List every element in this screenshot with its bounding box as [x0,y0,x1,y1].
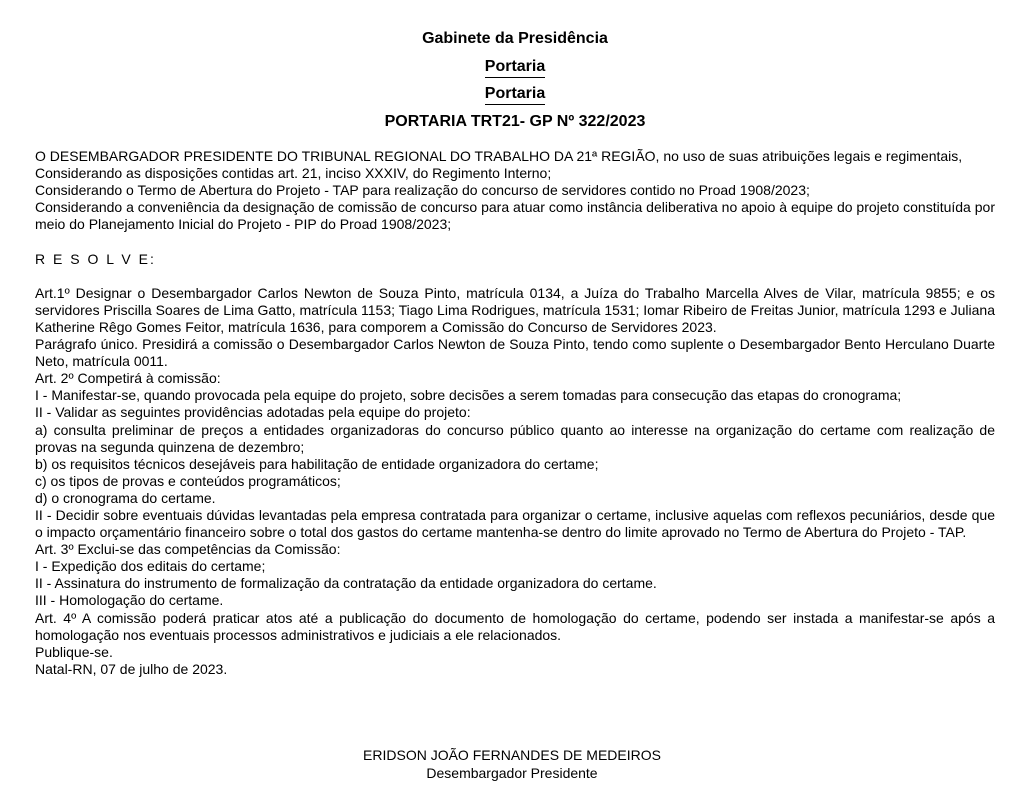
document-header [0,27,1017,137]
article-paragraph: III - Homologação do certame. [35,592,224,609]
resolve-heading: R E S O L V E: [35,250,156,267]
signer-name: ERIDSON JOÃO FERNANDES DE MEDEIROS [363,747,661,763]
closing-publique: Publique-se. [35,643,113,660]
article-paragraph: Art. 2º Competirá à comissão: [35,370,221,387]
article-paragraph: Art. 3º Exclui-se das competências da Comissão: [35,541,341,558]
article-paragraph: I - Expedição dos editais do certame; [35,558,266,575]
section-heading: Portaria [0,55,1017,83]
document-body [35,148,995,678]
subsection-heading: Portaria [0,82,1017,110]
article-paragraph: d) o cronograma do certame. [35,489,216,506]
spacer [35,268,995,285]
article-paragraph: Art.1º Designar o Desembargador Carlos Newton de Souza Pinto, matrícula 0134, a Juíza do Trabalho Marcella Alves de Vilar, matrícula 9855; e os servidores Priscilla Soares de Lima Gatto, matrícula 1153; Tiago Lima Rodrigues, matrícula 1531; Iomar Ribeiro de Freitas Junior, matrícula 1293 e Juliana Katherine Rêgo Gomes Feitor, matrícula 1636, para comporem a Comissão do Concurso de Servidores 2023. [35,284,995,335]
signature-block [0,747,1017,782]
article-paragraph: I - Manifestar-se, quando provocada pela equipe do projeto, sobre decisões a serem tomadas para consecução das etapas do cronograma; [35,387,902,404]
signer-role: Desembargador Presidente [426,764,598,781]
article-paragraph: Art. 4º A comissão poderá praticar atos até a publicação do documento de homologação do certame, podendo ser instada a manifestar-se após a homologação nos eventuais processos administrativos e judiciais a ele relacionados. [35,609,995,643]
article-paragraph: II - Decidir sobre eventuais dúvidas levantadas pela empresa contratada para organizar o certame, inclusive aquelas com reflexos pecuniários, desde que o impacto orçamentário financeiro sobre o total dos gastos do certame mantenha-se dentro do limite aprovado no Termo de Abertura do Projeto - TAP. [35,506,995,541]
preamble-paragraph: Considerando as disposições contidas art. 21, inciso XXXIV, do Regimento Interno; [35,165,552,182]
preamble-paragraph: Considerando a conveniência da designação de comissão de concurso para atuar como instância deliberativa no apoio à equipe do projeto constituída por meio do Planejamento Inicial do Projeto - PIP do Proad 1908/2023; [35,199,995,233]
article-paragraph: a) consulta preliminar de preços a entidades organizadoras do concurso público quanto ao interesse na organização do certame com realização de provas na segunda quinzena de dezembro; [35,421,995,455]
document-title: PORTARIA TRT21- GP Nº 322/2023 [384,112,646,130]
office-heading: Gabinete da Presidência [422,30,608,47]
closing-date: Natal-RN, 07 de julho de 2023. [35,660,228,677]
article-paragraph: II - Validar as seguintes providências adotadas pela equipe do projeto: [35,404,471,421]
article-paragraph: c) os tipos de provas e conteúdos programáticos; [35,472,341,489]
article-paragraph: II - Assinatura do instrumento de formalização da contratação da entidade organizadora do certame. [35,575,657,592]
preamble-paragraph: Considerando o Termo de Abertura do Projeto - TAP para realização do concurso de servidores contido no Proad 1908/2023; [35,182,810,199]
article-paragraph: b) os requisitos técnicos desejáveis para habilitação de entidade organizadora do certame; [35,455,599,472]
article-paragraph: Parágrafo único. Presidirá a comissão o Desembargador Carlos Newton de Souza Pinto, tendo como suplente o Desembargador Bento Herculano Duarte Neto, matrícula 0011. [35,336,995,370]
spacer [35,233,995,250]
preamble-paragraph: O DESEMBARGADOR PRESIDENTE DO TRIBUNAL REGIONAL DO TRABALHO DA 21ª REGIÃO, no uso de suas atribuições legais e regimentais, [35,148,963,164]
